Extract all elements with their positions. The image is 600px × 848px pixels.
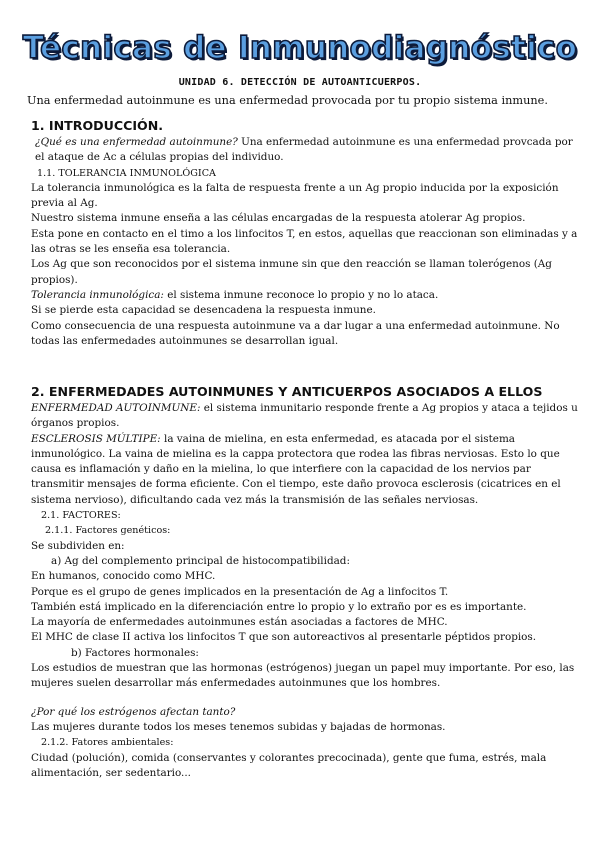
subsection-2-1-1-heading: 2.1.1. Factores genéticos: — [45, 525, 171, 537]
paragraph: Porque es el grupo de genes implicados en la presentación de Ag a linfocitos T. — [31, 585, 449, 598]
paragraph: En humanos, conocido como MHC. — [31, 570, 216, 583]
subsection-2-1-2-heading: 2.1.2. Fatores ambientales: — [41, 737, 174, 749]
paragraph: La tolerancia inmunológica es la falta de respuesta frente a un Ag propio inducida por la exposición previa al Ag. — [31, 181, 559, 210]
paragraph: Las mujeres durante todos los meses tenemos subidas y bajadas de hormonas. — [31, 720, 446, 733]
paragraph: El MHC de clase II activa los linfocitos T que son autoreactivos al presentarle péptidos propios. — [31, 631, 537, 644]
paragraph — [31, 401, 583, 432]
paragraph: Si se pierde esta capacidad se desencadena la respuesta inmune. — [31, 304, 376, 317]
definition-term: ENFERMEDAD AUTOINMUNE: — [31, 402, 201, 414]
paragraph — [31, 288, 583, 303]
document-title: Técnicas de Inmunodiagnóstico — [22, 30, 578, 66]
definition-term: ESCLEROSIS MÚLTIPE: — [31, 432, 161, 445]
question-italic: ¿Por qué los estrógenos afectan tanto? — [31, 705, 236, 718]
list-item-b: b) Factores hormonales: — [71, 646, 199, 659]
paragraph: La mayoría de enfermedades autoinmunes están asociadas a factores de MHC. — [31, 616, 448, 629]
paragraph: Los estudios de muestran que las hormonas (estrógenos) juegan un papel muy importante. Por eso, las mujeres suelen desarrollar más enfermedades autoinmunes que los hombres. — [31, 662, 575, 690]
definition-text: la vaina de mielina, en esta enfermedad, es atacada por el sistema inmunológico. La vaina de mielina es la cappa protectora que rodea las fibras nerviosas. Esto lo que causa es inflamación y daño en la mielina, lo que interfiere con la capacidad de los nervios par transmitir mensajes de forma eficiente. Con el tiempo, este daño provoca esclerosis (cicatrices en el sistema nervioso), dificultando cada vez más la transmisión de las señales nerviosas. — [31, 432, 561, 506]
paragraph: Como consecuencia de una respuesta autoinmune va a dar lugar a una enfermedad autoinmune. No todas las enfermedades autoinmunes se desarrollan igual. — [31, 319, 560, 347]
section-introduccion — [31, 117, 583, 349]
question-heading — [31, 705, 583, 720]
paragraph: Se subdividen en: — [31, 539, 125, 552]
spacer — [31, 692, 583, 705]
subsection-1-1-heading: 1.1. TOLERANCIA INMUNOLÓGICA — [37, 167, 216, 179]
question-answer: Una enfermedad autoinmune es una enfermedad provcada por el ataque de Ac a células propias del individuo. — [35, 136, 573, 164]
section-1-heading: 1. INTRODUCCIÓN. — [31, 118, 164, 133]
list-item-a: a) Ag del complemento principal de histocompatibilidad: — [51, 554, 350, 567]
unit-subtitle: UNIDAD 6. DETECCIÓN DE AUTOANTICUERPOS. — [178, 77, 422, 88]
definition-text: el sistema inmune reconoce lo propio y no lo ataca. — [163, 288, 439, 301]
paragraph: Los Ag que son reconocidos por el sistema inmune sin que den reacción se llaman tolerógenos (Ag propios). — [31, 258, 552, 286]
question-italic: ¿Qué es una enfermedad autoinmune? — [35, 136, 238, 148]
paragraph: Nuestro sistema inmune enseña a las células encargadas de la respuesta atolerar Ag propios. — [31, 212, 526, 225]
definition-term: Tolerancia inmunológica: — [31, 288, 164, 301]
definition-text: el sistema inmunitario responde frente a Ag propios y ataca a tejidos u órganos propios. — [31, 402, 578, 430]
subsection-2-1-heading: 2.1. FACTORES: — [41, 510, 121, 522]
intro-text: Una enfermedad autoinmune es una enfermedad provocada por tu propio sistema inmune. — [27, 94, 548, 107]
paragraph: Esta pone en contacto en el timo a los linfocitos T, en estos, aquellas que reaccionan son eliminadas y a las otras se les enseña esa tolerancia. — [31, 227, 578, 256]
question-paragraph — [31, 135, 583, 166]
paragraph: También está implicado en la diferenciación entre lo propio y lo extraño por es es importante. — [31, 600, 527, 613]
section-enfermedades — [31, 383, 583, 781]
paragraph — [31, 432, 583, 508]
paragraph: Ciudad (polución), comida (conservantes y colorantes precocinada), gente que fuma, estrés, mala alimentación, ser sedentario... — [31, 751, 547, 779]
section-2-heading: 2. ENFERMEDADES AUTOINMUNES Y ANTICUERPOS ASOCIADOS A ELLOS — [31, 384, 543, 399]
